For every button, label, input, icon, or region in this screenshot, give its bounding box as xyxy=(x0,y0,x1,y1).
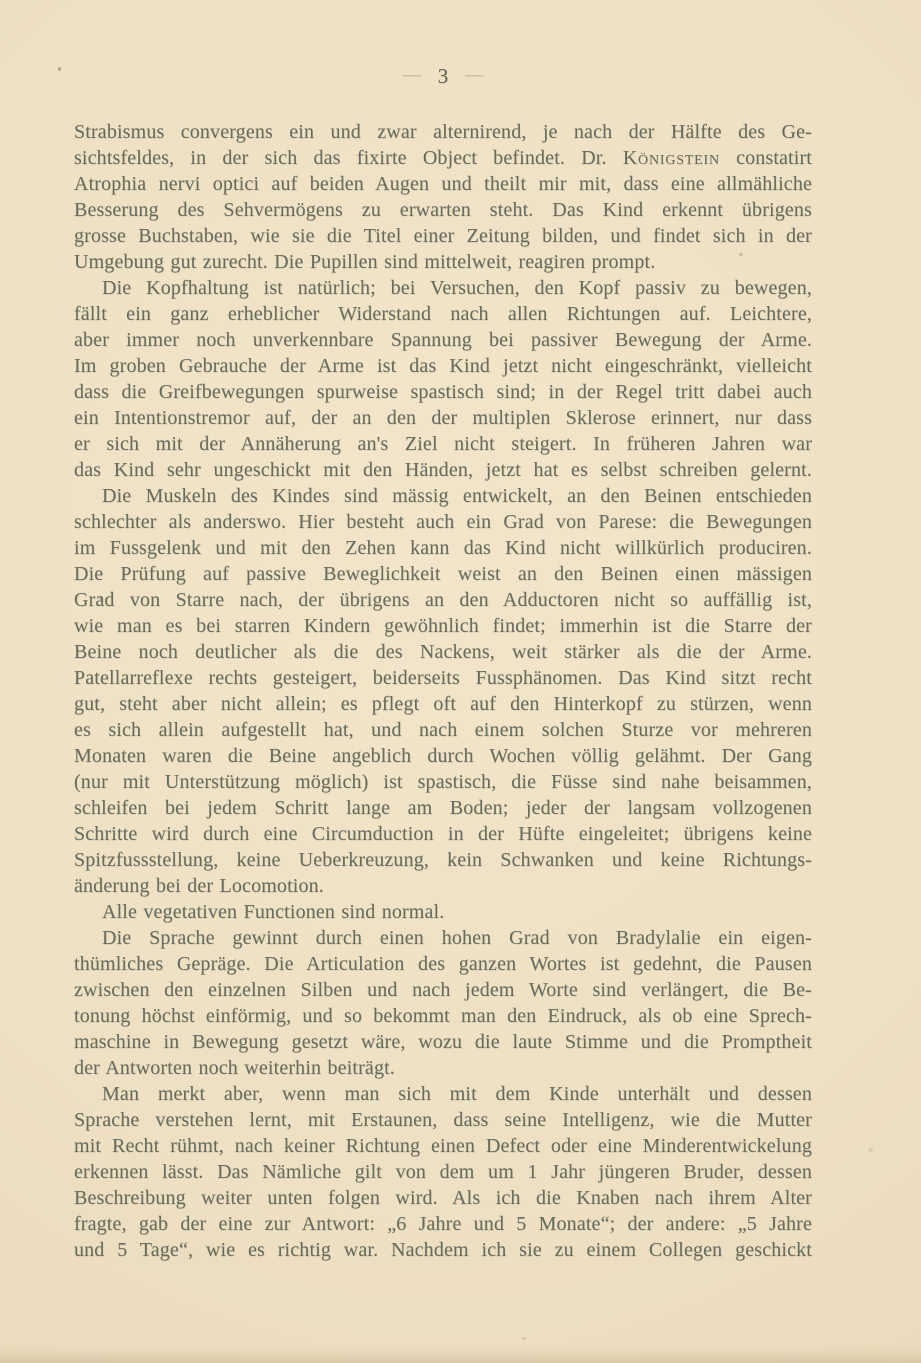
text-line: es sich allein aufgestellt hat, und nach einem solchen Sturze vor mehreren xyxy=(74,719,812,741)
text-line: Besserung des Sehvermögens zu erwarten steht. Das Kind erkennt übrigens xyxy=(74,199,812,221)
text-line xyxy=(74,145,812,171)
text-line: Spitzfussstellung, keine Ueberkreuzung, kein Schwanken und keine Richtungs- xyxy=(74,849,812,871)
text-line: erkennen lässt. Das Nämliche gilt von dem um 1 Jahr jüngeren Bruder, dessen xyxy=(74,1161,812,1183)
page-text-block xyxy=(74,119,812,1263)
header-dash-left: — xyxy=(402,64,421,84)
text-line: und 5 Tage“, wie es richtig war. Nachdem ich sie zu einem Collegen geschickt xyxy=(74,1239,812,1261)
scan-speck xyxy=(522,1337,526,1340)
text-line: Strabismus convergens ein und zwar alternirend, je nach der Hälfte des Ge- xyxy=(74,121,812,143)
text-line: maschine in Bewegung gesetzt wäre, wozu die laute Stimme und die Promptheit xyxy=(74,1031,812,1053)
text-line: Die Prüfung auf passive Beweglichkeit weist an den Beinen einen mässigen xyxy=(74,563,812,585)
text-line: Alle vegetativen Functionen sind normal. xyxy=(102,901,445,923)
text-line: Die Muskeln des Kindes sind mässig entwickelt, an den Beinen entschieden xyxy=(102,485,812,507)
text-fragment: constatirt xyxy=(719,147,812,169)
page-header xyxy=(74,64,812,89)
text-line: schlechter als anderswo. Hier besteht auch ein Grad von Parese: die Bewegungen xyxy=(74,511,812,533)
text-line: Atrophia nervi optici auf beiden Augen und theilt mir mit, dass eine allmähliche xyxy=(74,173,812,195)
text-line: gut, steht aber nicht allein; es pflegt oft auf den Hinterkopf zu stürzen, wenn xyxy=(74,693,812,715)
header-dash-right: — xyxy=(465,64,484,84)
page-number: 3 xyxy=(437,64,449,88)
text-line: aber immer noch unverkennbare Spannung bei passiver Bewegung der Arme. xyxy=(74,329,812,351)
text-line: im Fussgelenk und mit den Zehen kann das Kind nicht willkürlich produciren. xyxy=(74,537,812,559)
scan-speck xyxy=(868,1148,873,1152)
text-line: schleifen bei jedem Schritt lange am Boden; jeder der langsam vollzogenen xyxy=(74,797,812,819)
text-line: zwischen den einzelnen Silben und nach jedem Worte sind verlängert, die Be- xyxy=(74,979,812,1001)
text-line: er sich mit der Annäherung an's Ziel nicht steigert. In früheren Jahren war xyxy=(74,433,812,455)
text-line: ein Intentionstremor auf, der an den der multiplen Sklerose erinnert, nur dass xyxy=(74,407,812,429)
text-line: fällt ein ganz erheblicher Widerstand nach allen Richtungen auf. Leichtere, xyxy=(74,303,812,325)
text-line: mit Recht rühmt, nach keiner Richtung einen Defect oder eine Minderentwickelung xyxy=(74,1135,812,1157)
text-line: Schritte wird durch eine Circumduction in der Hüfte eingeleitet; übrigens keine xyxy=(74,823,812,845)
text-line: wie man es bei starren Kindern gewöhnlich findet; immerhin ist die Starre der xyxy=(74,615,812,637)
text-line: Man merkt aber, wenn man sich mit dem Kinde unterhält und dessen xyxy=(102,1083,812,1105)
text-line: grosse Buchstaben, wie sie die Titel einer Zeitung bilden, und findet sich in der xyxy=(74,225,812,247)
text-line: Sprache verstehen lernt, mit Erstaunen, dass seine Intelligenz, wie die Mutter xyxy=(74,1109,812,1131)
scan-speck xyxy=(739,253,743,256)
text-line: Grad von Starre nach, der übrigens an den Adductoren nicht so auffällig ist, xyxy=(74,589,812,611)
text-line: das Kind sehr ungeschickt mit den Händen, jetzt hat es selbst schreiben gelernt. xyxy=(74,459,812,481)
text-line: Im groben Gebrauche der Arme ist das Kind jetzt nicht eingeschränkt, vielleicht xyxy=(74,355,812,377)
text-line: Beine noch deutlicher als die des Nackens, weit stärker als die der Arme. xyxy=(74,641,812,663)
text-line: thümliches Gepräge. Die Articulation des ganzen Wortes ist gedehnt, die Pausen xyxy=(74,953,812,975)
text-fragment: sichtsfeldes, in der sich das fixirte Object befindet. Dr. xyxy=(74,147,623,169)
text-line: Die Kopfhaltung ist natürlich; bei Versuchen, den Kopf passiv zu bewegen, xyxy=(102,277,812,299)
text-line: fragte, gab der eine zur Antwort: „6 Jahre und 5 Monate“; der andere: „5 Jahre xyxy=(74,1213,812,1235)
text-line: Die Sprache gewinnt durch einen hohen Grad von Bradylalie ein eigen- xyxy=(102,927,812,949)
text-line: (nur mit Unterstützung möglich) ist spastisch, die Füsse sind nahe beisammen, xyxy=(74,771,812,793)
text-line: änderung bei der Locomotion. xyxy=(74,875,324,897)
scan-speck xyxy=(99,596,103,600)
text-line: Umgebung gut zurecht. Die Pupillen sind mittelweit, reagiren prompt. xyxy=(74,251,656,273)
text-line: Beschreibung weiter unten folgen wird. Als ich die Knaben nach ihrem Alter xyxy=(74,1187,812,1209)
text-line: tonung höchst einförmig, und so bekommt man den Eindruck, als ob eine Sprech- xyxy=(74,1005,812,1027)
scan-speck xyxy=(58,67,61,71)
text-line: dass die Greifbewegungen spurweise spastisch sind; in der Regel tritt dabei auch xyxy=(74,381,812,403)
text-line: der Antworten noch weiterhin beiträgt. xyxy=(74,1057,395,1079)
text-line: Patellarreflexe rechts gesteigert, beiderseits Fussphänomen. Das Kind sitzt recht xyxy=(74,667,812,689)
text-line: Monaten waren die Beine angeblich durch Wochen völlig gelähmt. Der Gang xyxy=(74,745,812,767)
person-name-smallcaps: Königstein xyxy=(622,147,720,169)
